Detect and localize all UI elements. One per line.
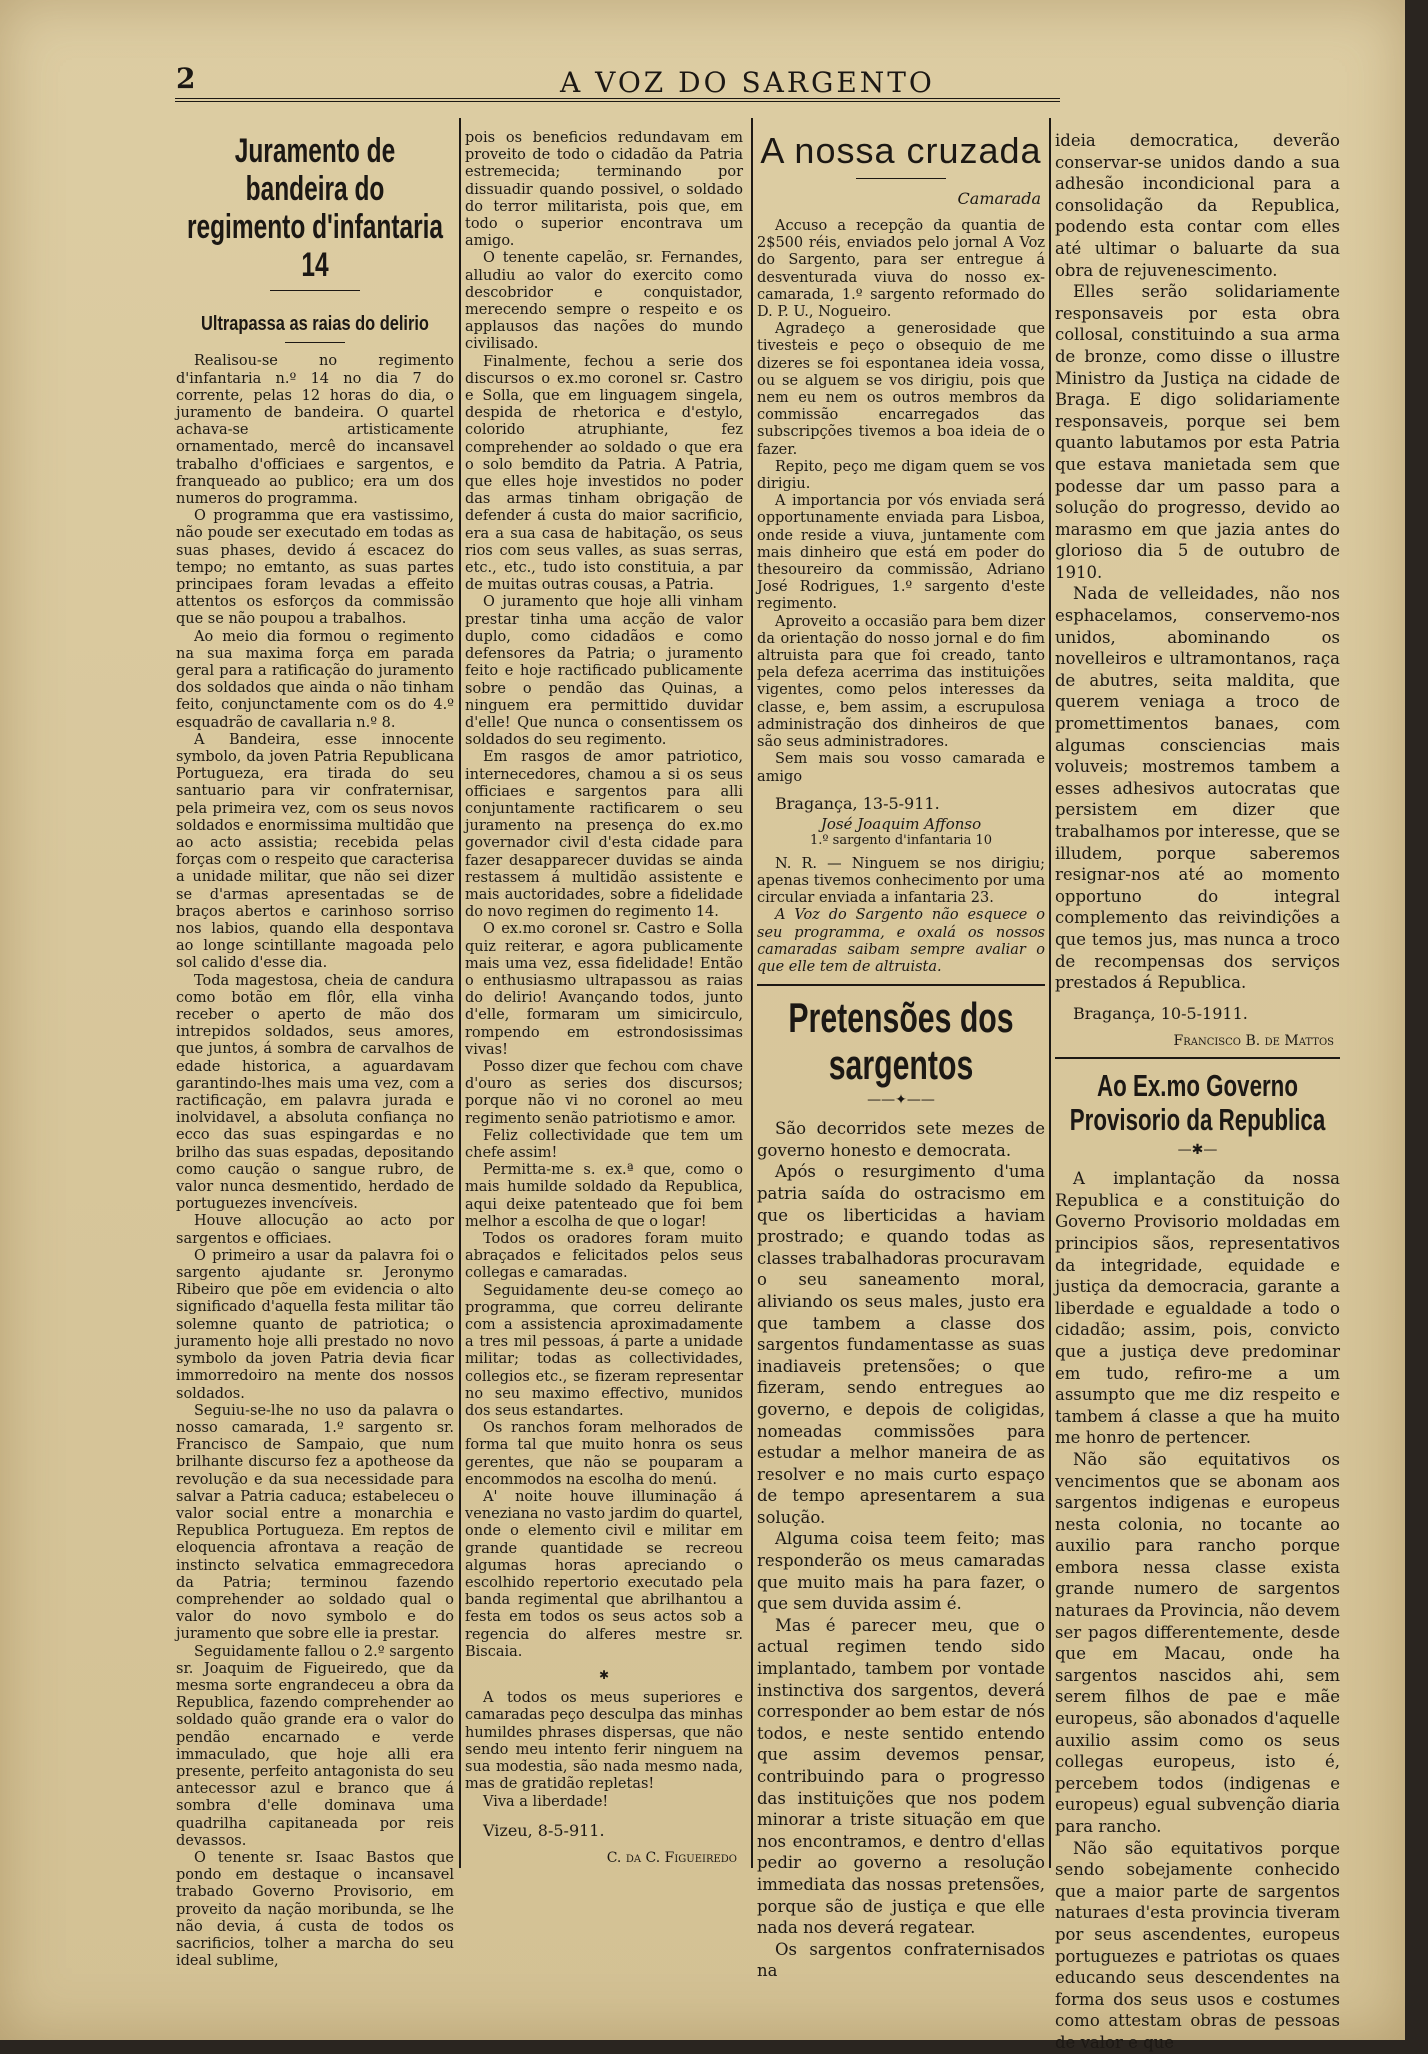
column-divider	[1049, 118, 1051, 1868]
page-number: 2	[176, 62, 196, 95]
paragraph: A' noite houve illuminação á veneziana no vasto jardim do quartel, onde o elemento civil e militar em grande quantidade se recreou algumas horas apreciando o escolhido repertorio executado pela banda regimental que abrilhantou a festa em todos os seus actos sob a regencia do alferes mestre sr. Biscaia.	[465, 1489, 743, 1660]
article1-body	[176, 353, 454, 1970]
paragraph: Aproveito a occasião para bem dizer da orientação do nosso jornal e do fim altruista para que foi creado, tanto pela defeza acerrima das instituições vigentes, como pelos interesses da classe, e, bem assim, a escrupulosa administração dos dinheiros de que são seus administradores.	[757, 613, 1045, 751]
title-rule	[856, 178, 946, 179]
paragraph: A implantação da nossa Republica e a constituição do Governo Provisorio moldadas em principios sãos, representativos da integridade, equidade e justiça da democracia, garante a liberdade e egualdade a todo o cidadão; assim, pois, convicto que a justiça deve predominar em tudo, refiro-me a um assumpto que me diz respeito e tambem á classe a que ha muito me honro de pertencer.	[1055, 1169, 1340, 1448]
paragraph: pois os beneficios redundavam em proveito de todo o cidadão da Patria estremecida; terminando por dissuadir quando possivel, o soldado do terror militarista, pois que, em todo o superior encontrava um amigo.	[465, 130, 743, 250]
paragraph: Não são equitativos porque sendo sobejamente conhecido que a maior parte de sargentos naturaes d'esta provincia tiveram por seus ascendentes, europeus portuguezes e patriotas os quaes educando seus descendentes na forma dos seus usos e costumes como attestam obras de pessoas de valor e que	[1055, 1838, 1340, 2052]
paragraph: Em rasgos de amor patriotico, internecedores, chamou a si os seus officiaes e sargentos para alli conjuntamente ractificarem o seu juramento na presença do ex.mo governador civil d'esta cidade para fazer desapparecer duvidas se ainda restassem á multidão assistente e mais auctoridades, sobre a fidelidade do novo regimen do regimento 14.	[465, 749, 743, 921]
newspaper-title: A VOZ DO SARGENTO	[560, 66, 935, 99]
paragraph: Toda magestosa, cheia de candura como botão em flôr, ella vinha receber o aperto de mão dos intrepidos soldados, seus amores, que juntos, á sombra de carvalhos de edade historica, a aguardavam garantindo-lhes mais uma vez, com a ractificação, em palavra jurada e inolvidavel, a absoluta confiança no ecco das suas espingardas e no brilho das suas espadas, depositando como caução o sangue rubro, de valor nunca desmentido, herdado de portuguezes invencíveis.	[176, 972, 454, 1213]
article3-continued	[1055, 130, 1340, 994]
article3-title: Pretensões dos sargentos	[788, 994, 1014, 1089]
paragraph: Elles serão solidariamente responsaveis por esta obra collosal, constituindo a sua arma de bronze, como disse o illustre Ministro da Justiça na cidade de Braga. E digo solidariamente responsaveis, porque sei bem quanto labutamos por esta Patria que estava manietada sem que podesse dar um passo para a solução do progresso, devido ao marasmo em que jazia antes do glorioso dia 5 de outubro de 1910.	[1055, 282, 1340, 582]
article3-signature: Francisco B. de Mattos	[1173, 1032, 1334, 1049]
paragraph: Houve allocução ao acto por sargentos e officiaes.	[176, 1213, 454, 1247]
paragraph: ideia democratica, deverão conservar-se unidos dando a sua adhesão incondicional para a consolidação da Republica, podendo esta contar com elles até ultimar o baluarte da sua obra de rejuvenescimento.	[1055, 131, 1340, 280]
article2-body	[757, 218, 1045, 786]
article-divider	[1055, 1057, 1340, 1059]
paragraph: Agradeço a generosidade que tivesteis e peço o obsequio de me dizeres se foi espontanea ideia vossa, ou se alguem se vos dirigiu, pois que nem eu nem os outros membros da commissão encarregados das subscripções tivemos a boa ideia de o fazer.	[757, 321, 1045, 458]
star-ornament: ✱	[598, 1668, 610, 1683]
paragraph: Não são equitativos os vencimentos que se abonam aos sargentos indigenas e europeus nesta colonia, no tocante ao auxilio para rancho porque embora nessa classe exista grande numero de sargentos naturaes da Provincia, não devem ser pagos differentemente, desde que em Macau, onde ha sargentos nascidos ahi, sem serem filhos de pae e mãe europeus, são abonados d'aquelle auxilio assim como os seus collegas europeus, isto é, percebem todos (indigenas e europeus) egual subvenção diaria para rancho.	[1055, 1449, 1340, 1836]
paragraph: Alguma coisa teem feito; mas responderão os meus camaradas que muito mais ha para fazer, o que sem duvida assim é.	[757, 1529, 1045, 1614]
article2-place-date: Bragança, 13-5-911.	[775, 793, 940, 813]
paragraph: Após o resurgimento d'uma patria saída do ostracismo em que os liberticidas a haviam prostrado; e quando todas as classes trabalhadoras procuravam o seu saneamento moral, aliviando os seus males, justo era que tambem a classe dos sargentos fundamentasse as suas inadiaveis pretensões; o que fizeram, sendo entregues ao governo, e depois de coligidas, nomeadas commissões para estudar a melhor maneira de as resolver e no mais curto espaço de tempo apresentarem a sua solução.	[757, 1162, 1045, 1527]
paragraph: Os ranchos foram melhorados de forma tal que muito honra os seus gerentes, que não se pouparam a encommodos na escolha do menú.	[465, 1420, 743, 1488]
paragraph: Feliz collectividade que tem um chefe assim!	[465, 1127, 743, 1161]
article3-body	[757, 1118, 1045, 1982]
ornament-rule: ——✦——	[867, 1092, 935, 1109]
paragraph: Posso dizer que fechou com chave d'ouro as series dos discursos; porque não vi no coronel ao meu regimento senão patriotismo e amor.	[465, 1058, 743, 1127]
header-rule	[175, 98, 1060, 102]
paragraph: Nada de velleidades, não nos esphacelamos, conservemo-nos unidos, abominando os novelleiros e ultramontanos, raça de abutres, seita maldita, que querem veniaga a troco de promettimentos banaes, com algumas consciencias mais voluveis; mostremos tambem a esses adhesivos autocratas que persistem em dizer que trabalhamos por interesse, que se illudem, porque saberemos resignar-nos até ao momento opportuno do integral complemento das reivindições a que temos jus, mas nunca a troco de recompensas dos serviços prestados á Republica.	[1055, 584, 1340, 993]
editor-note	[757, 856, 1045, 976]
paragraph: Mas é parecer meu, que o actual regimen tendo sido implantado, tambem por vontade instinctiva dos sargentos, deverá corresponder ao bem estar de nós todos, e neste sentido entendo que assim devemos pensar, contribuindo para o progresso das instituições que nos podem minorar a triste situação em que nos encontramos, e dentro d'ellas pedir ao governo a resolução immediata das nossas pretensões, porque são de justiça e que elle nada nos deverá regatear.	[757, 1615, 1045, 1938]
column-1	[176, 130, 454, 1970]
paragraph: São decorridos sete mezes de governo honesto e democrata.	[757, 1119, 1045, 1160]
column-divider	[751, 118, 753, 1868]
column-4	[1055, 130, 1340, 2052]
paragraph: A todos os meus superiores e camaradas peço desculpa das minhas humildes phrases dispersas, que não sendo meu intento ferir ninguem na sua modestia, são nada mesmo nada, mas de gratidão repletas!	[465, 1690, 743, 1793]
paragraph: O primeiro a usar da palavra foi o sargento ajudante sr. Jeronymo Ribeiro que põe em evidencia o alto significado d'aquella festa militar tão solemne quanto de patriotica; o juramento hoje alli prestado no novo symbolo da joven Patria devia ficar immorredoiro na mente dos nossos soldados.	[176, 1247, 454, 1402]
paragraph: Realisou-se no regimento d'infantaria n.º 14 no dia 7 do corrente, pelas 12 horas do dia, o juramento de bandeira. O quartel achava-se artisticamente ornamentado, mercê do incansavel trabalho d'officiaes e sargentos, e franqueado ao publico; era um dos numeros do programma.	[176, 353, 454, 507]
paragraph: O tenente capelão, sr. Fernandes, alludiu ao valor do exercito como descobridor e conquistador, merecendo sempre o respeito e os applausos das nações do mundo civilisado.	[465, 250, 743, 353]
article1-place-date: Vizeu, 8-5-911.	[483, 1820, 605, 1840]
paragraph: A Bandeira, esse innocente symbolo, da joven Patria Republicana Portugueza, era tirada do seu santuario para vir confraternisar, pela primeira vez, com os seus novos soldados e enormissima multidão que ao acto assistia; recebida pelas forças com o respeito que caracterisa a unidade militar, que não sei dizer se d'armas apresentadas se de braços abertos e carinhoso sorriso nos labios, quando ella despontava ao longe scintillante magoada pelo sol calido d'esse dia.	[176, 731, 454, 972]
article2-title: A nossa cruzada	[760, 130, 1042, 171]
article4-body	[1055, 1168, 1340, 2053]
paragraph: O tenente sr. Isaac Bastos que pondo em destaque o incansavel trabado Governo Provisorio, em proveito da nação moribunda, se lhe não devia, á custa de todos os sacrificios, tolher a marcha do seu ideal sublime,	[176, 1849, 454, 1970]
paragraph: Permitta-me s. ex.ª que, como o mais humilde soldado da Republica, aqui deixe patenteado que foi bem melhor a escolha de que o logar!	[465, 1162, 743, 1230]
paragraph: O programma que era vastissimo, não poude ser executado em todas as suas phases, devido á escacez do tempo; no emtanto, as suas partes principaes foram levadas a effeito attentos os esforços da commissão que se não poupou a trabalhos.	[176, 508, 454, 628]
paragraph: Ao meio dia formou o regimento na sua maxima força em parada geral para a ratificação do juramento dos soldados que ainda o não tinham feito, conjunctamente com os do 4.º esquadrão de cavallaria n.º 8.	[176, 628, 454, 731]
paragraph: Os sargentos confraternisados na	[757, 1939, 1045, 1981]
paragraph: Viva a liberdade!	[483, 1793, 609, 1810]
paragraph: N. R. — Ninguem se nos dirigiu; apenas tivemos conhecimento por uma circular enviada a infantaria 23.	[757, 855, 1045, 907]
column-2	[465, 130, 743, 1900]
paragraph: Finalmente, fechou a serie dos discursos o ex.mo coronel sr. Castro e Solla, que em linguagem singela, despida de rhetorica e d'estylo, colorido atruphiante, fez comprehender ao soldado o que era o solo bemdito da Patria. A Patria, que elles hoje investidos no poder das armas tinham obrigação de defender á custa do maior sacrificio, era a sua casa de habitação, os seus rios com seus valles, as suas serras, etc., etc., tudo isto constituia, a par de muitas outras cousas, a Patria.	[465, 353, 743, 594]
paragraph: Seguidamente deu-se começo ao programma, que correu delirante com a assistencia aproximadamente a tres mil pessoas, á parte a unidade militar; todas as collectividades, collegios etc., se fizeram representar no seu maximo effectivo, munidos dos seus estandartes.	[465, 1282, 743, 1420]
article4-title: Ao Ex.mo Governo Provisorio da Republica	[1069, 1067, 1326, 1138]
article2-salutation: Camarada	[957, 189, 1041, 208]
article-divider	[757, 984, 1045, 986]
paragraph: Seguiu-se-lhe no uso da palavra o nosso camarada, 1.º sargento sr. Francisco de Sampaio, que num brilhante discurso fez a apotheose da revolução e da sua necessidade para salvar a Patria caduca; estabeleceu o valor social entre a monarchia e Republica Portugueza. Em reptos de eloquencia afrontava a reação de instincto selvatica emmagrecedora da Patria; terminou fazendo comprehender ao soldado qual o valor do novo symbolo e do juramento que sobre elle ia prestar.	[176, 1402, 454, 1643]
paragraph: A importancia por vós enviada será opportunamente enviada para Lisboa, onde reside a viuva, juntamente com mais dinheiro que está em poder do thesoureiro da commissão, Adriano José Rodrigues, 1.º sargento d'este regimento.	[757, 493, 1045, 613]
column-divider	[459, 118, 461, 1868]
paragraph: Seguidamente fallou o 2.º sargento sr. Joaquim de Figueiredo, que da mesma sorte engrandeceu a obra da Republica, fazendo comprehender ao soldado quão grande era o valor do pendão encarnado e verde immaculado, que hoje alli era presente, perfeito antagonista do seu antecessor azul e branco que á sombra d'elle dominava uma quadrilha capitaneada por reis devassos.	[176, 1643, 454, 1849]
article1-continued	[465, 130, 743, 1811]
article3-place-date: Bragança, 10-5-1911.	[1073, 1003, 1248, 1023]
paragraph: A Voz do Sargento não esquece o seu programma, e oxalá os nossos camaradas saibam sempre avaliar o que elle tem de altruista.	[757, 907, 1045, 975]
paragraph: Accuso a recepção da quantia de 2$500 réis, enviados pelo jornal A Voz do Sargento, para ser entregue á desventurada viuva do nosso ex-camarada, 1.º sargento reformado do D. P. U., Nogueiro.	[757, 218, 1045, 321]
paragraph: O ex.mo coronel sr. Castro e Solla quiz reiterar, e agora publicamente mais uma vez, essa fidelidade! Então o enthusiasmo ultrapassou as raias do delirio! Avançando todos, junto d'elle, formaram um simicirculo, rompendo em estrondosissimas vivas!	[465, 921, 743, 1058]
paragraph: Todos os oradores foram muito abraçados e felicitados pelos seus collegas e camaradas.	[465, 1231, 743, 1282]
article2-signature: José Joaquim Affonso	[820, 814, 982, 833]
scan-edge	[1405, 0, 1428, 2048]
subtitle-rule	[285, 342, 345, 343]
article1-subtitle: Ultrapassa as raias do delirio	[201, 313, 429, 336]
paragraph: Repito, peço me digam quem se vos dirigiu.	[757, 458, 1045, 493]
paragraph: O juramento que hoje alli vinham prestar tinha uma acção de valor duplo, como cidadãos e como defensores da Patria; o juramento feito e hoje ractificado publicamente sobre o pendão das Quinas, a ninguem era permittido duvidar d'elle! Que nunca o consentissem os soldados do seu regimento.	[465, 594, 743, 749]
ornament-rule: —✱—	[1177, 1142, 1218, 1159]
column-3	[757, 130, 1045, 1981]
article1-signature: C. da C. Figueiredo	[606, 1849, 737, 1866]
article1-title: Juramento de bandeira do regimento d'infantaria 14	[186, 132, 444, 285]
title-rule	[270, 290, 360, 291]
paragraph: Sem mais sou vosso camarada e amigo	[757, 751, 1045, 785]
article2-signature-rank: 1.º sargento d'infantaria 10	[810, 832, 992, 848]
